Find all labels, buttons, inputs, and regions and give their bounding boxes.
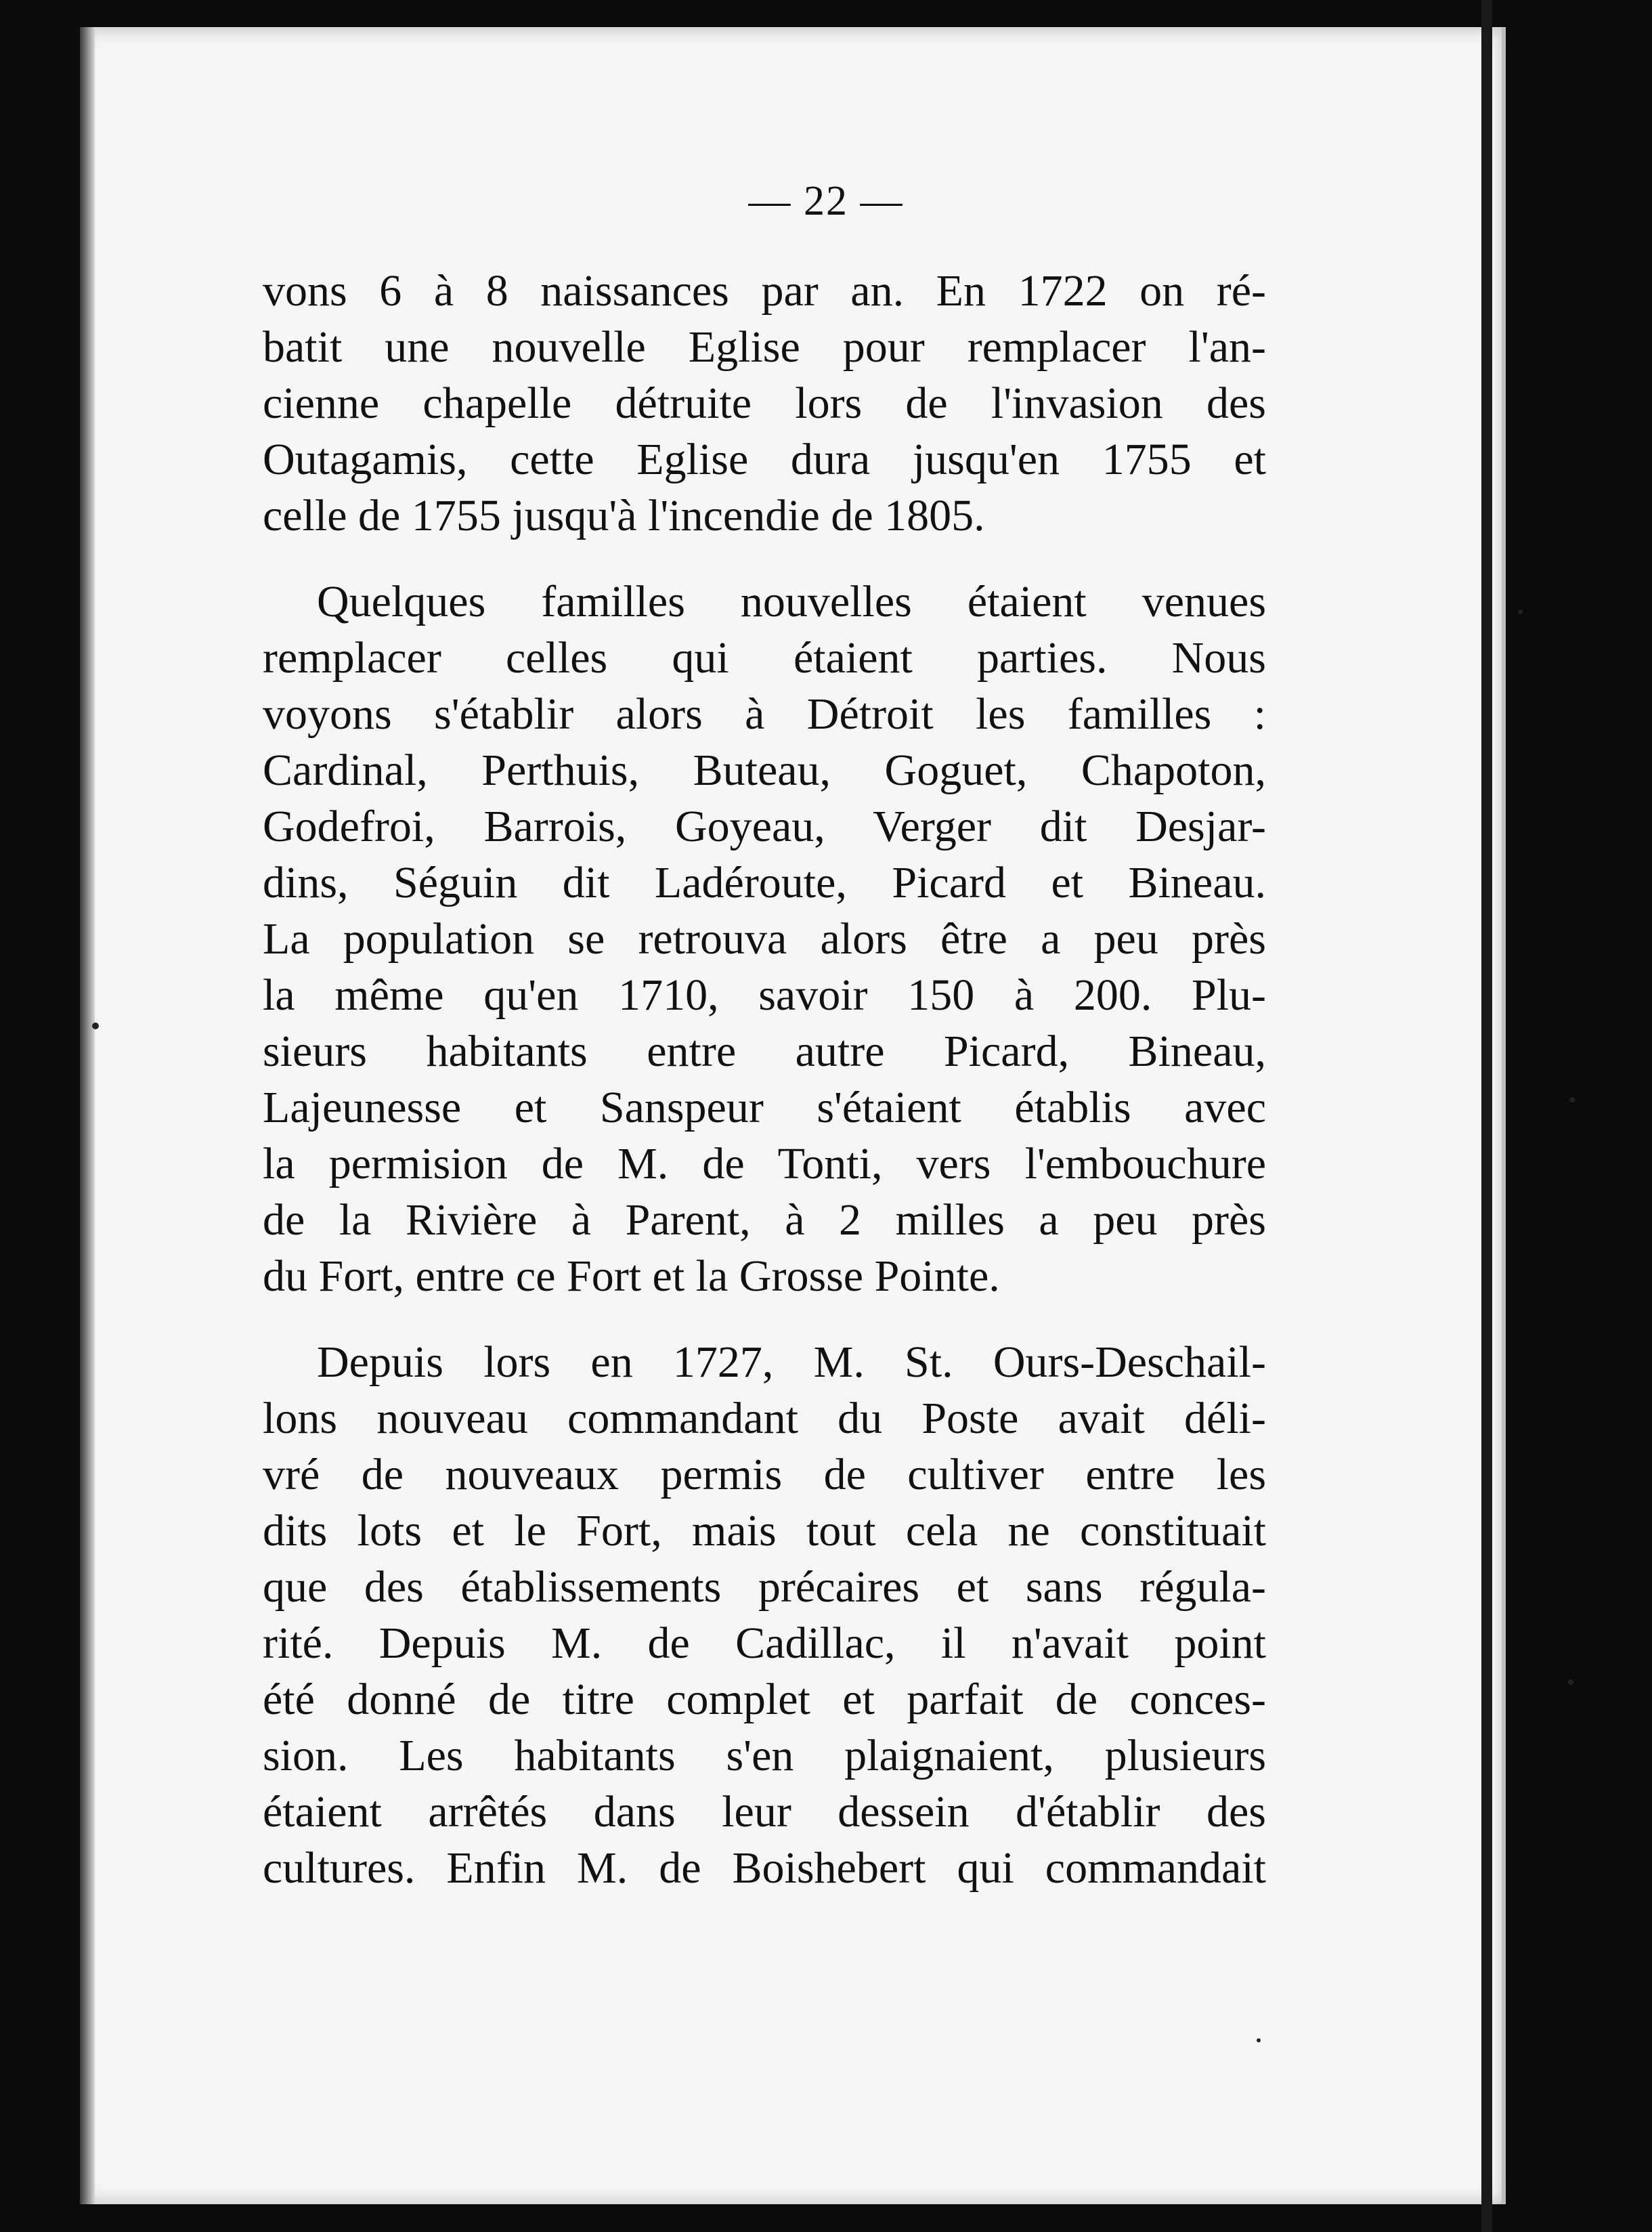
text-line: Depuis lors en 1727, M. St. Ours-Deschail- <box>317 1337 1266 1387</box>
paragraph-1 <box>263 263 1266 544</box>
scan-speck <box>1569 1097 1575 1102</box>
text-line: voyons s'établir alors à Détroit les familles : <box>263 689 1266 739</box>
text-line: la même qu'en 1710, savoir 150 à 200. Plu- <box>263 970 1266 1020</box>
text-line: celle de 1755 jusqu'à l'incendie de 1805. <box>263 491 985 540</box>
text-line: Lajeunesse et Sanspeur s'étaient établis avec <box>263 1083 1266 1132</box>
text-line: Cardinal, Perthuis, Buteau, Goguet, Chapoton, <box>263 746 1266 795</box>
page-fold <box>1502 27 1506 2204</box>
text-line: lons nouveau commandant du Poste avait déli- <box>263 1394 1266 1443</box>
text-line: vons 6 à 8 naissances par an. En 1722 on ré- <box>263 266 1266 316</box>
text-line: vré de nouveaux permis de cultiver entre les <box>263 1450 1266 1499</box>
text-line: été donné de titre complet et parfait de conces- <box>263 1675 1266 1724</box>
text-line: du Fort, entre ce Fort et la Grosse Pointe. <box>263 1251 1000 1301</box>
scan-speck <box>1257 2038 1261 2042</box>
text-line: Quelques familles nouvelles étaient venues <box>317 577 1266 626</box>
page-left-edge <box>80 27 95 2204</box>
text-line: sieurs habitants entre autre Picard, Bineau, <box>263 1027 1266 1076</box>
text-line: Outagamis, cette Eglise dura jusqu'en 1755 et <box>263 435 1266 484</box>
text-line: cienne chapelle détruite lors de l'invasion des <box>263 379 1266 428</box>
text-line: La population se retrouva alors être a peu près <box>263 914 1266 964</box>
scan-speck <box>1568 1679 1573 1685</box>
text-line: cultures. Enfin M. de Boishebert qui commandait <box>263 1843 1266 1893</box>
text-line: sion. Les habitants s'en plaignaient, plusieurs <box>263 1731 1266 1780</box>
text-line: la permision de M. de Tonti, vers l'embouchure <box>263 1139 1266 1188</box>
text-line: Godefroi, Barrois, Goyeau, Verger dit Desjar- <box>263 802 1266 851</box>
binding-edge <box>1481 0 1492 2232</box>
scan-speck <box>1518 609 1523 614</box>
text-line: dits lots et le Fort, mais tout cela ne constituait <box>263 1506 1266 1555</box>
text-line: étaient arrêtés dans leur dessein d'établir des <box>263 1787 1266 1837</box>
text-line: de la Rivière à Parent, à 2 milles a peu près <box>263 1195 1266 1245</box>
text-line: batit une nouvelle Eglise pour remplacer l'an- <box>263 322 1266 372</box>
text-line: que des établissements précaires et sans régula- <box>263 1562 1266 1612</box>
text-line: remplacer celles qui étaient parties. Nous <box>263 633 1266 683</box>
scan-speck <box>92 1023 99 1029</box>
page-number: — 22 — <box>748 178 904 224</box>
text-line: dins, Séguin dit Ladéroute, Picard et Bineau. <box>263 858 1266 907</box>
paragraph-2 <box>263 574 1266 1304</box>
paragraph-3 <box>263 1334 1266 1896</box>
text-line: rité. Depuis M. de Cadillac, il n'avait point <box>263 1618 1266 1668</box>
body-text <box>263 263 1266 1896</box>
